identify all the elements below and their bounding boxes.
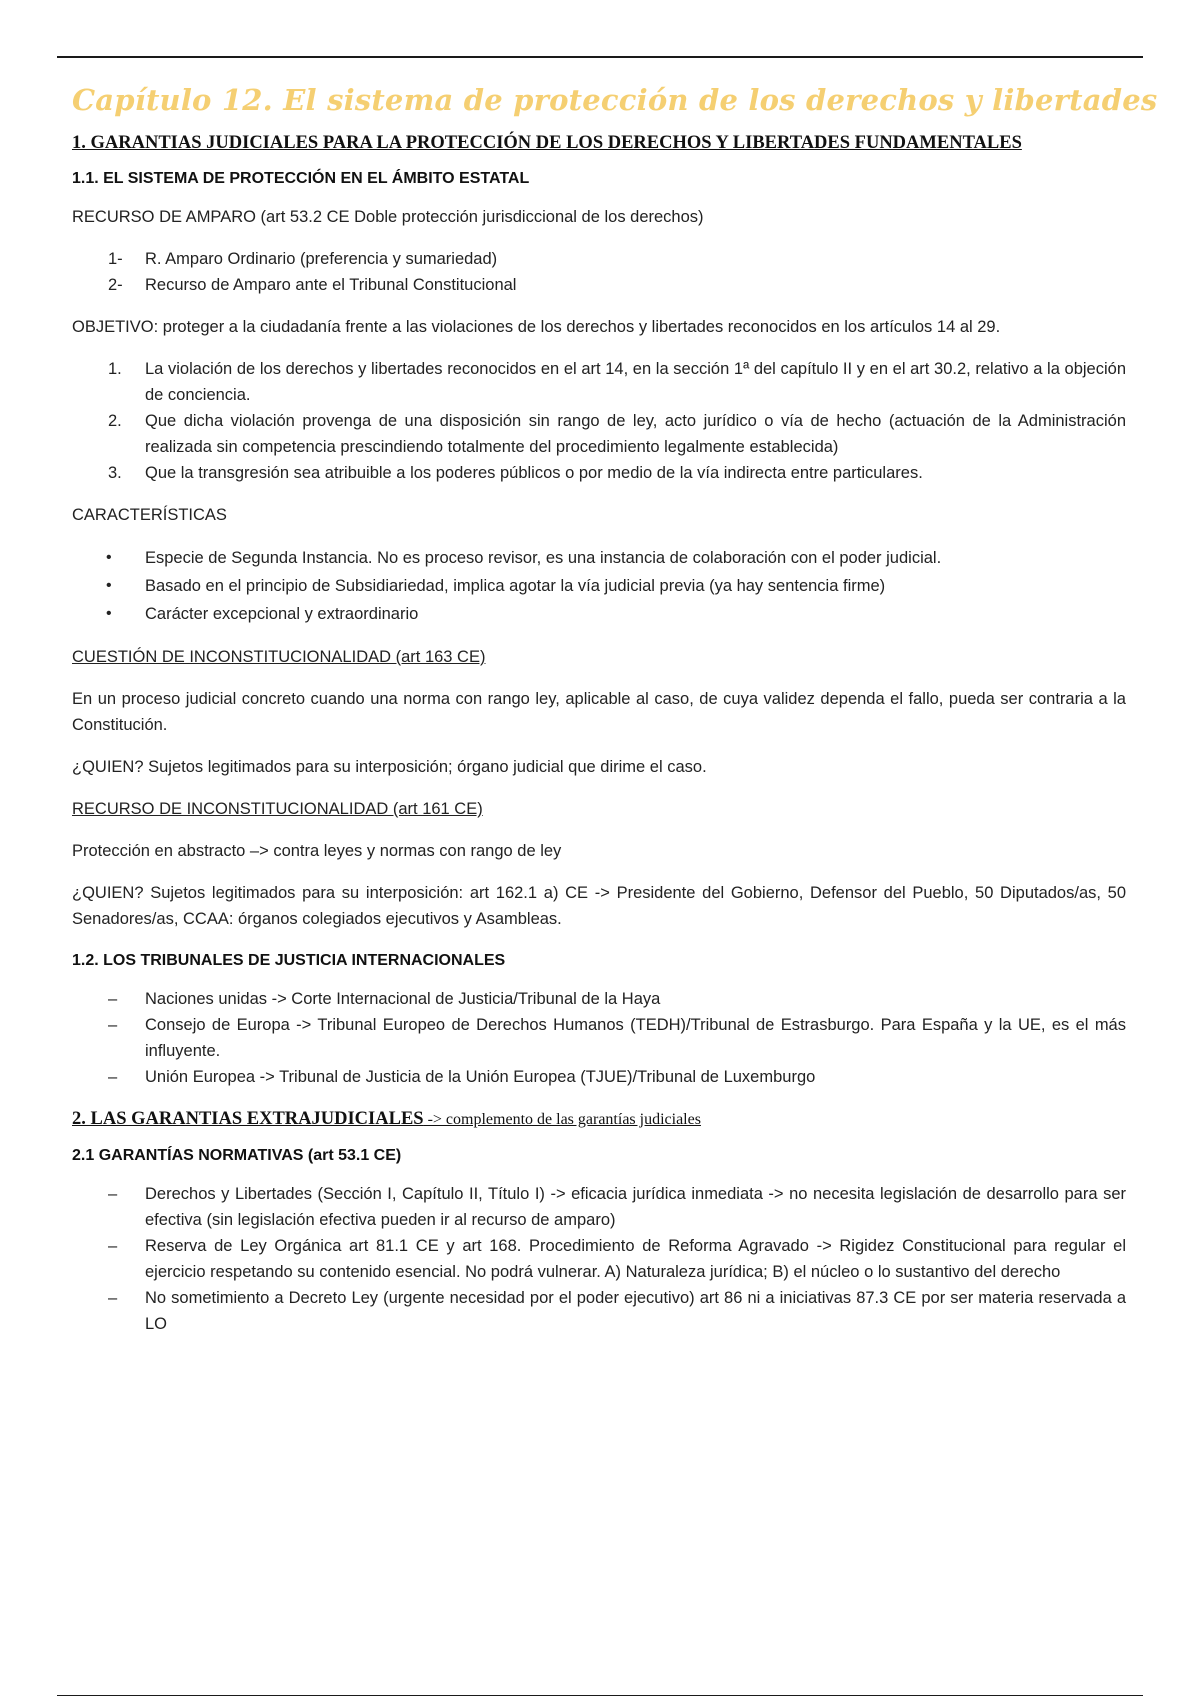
tribunales-list [72,986,1126,1090]
list-item [72,272,1126,298]
list-item [72,600,1126,628]
section-2-heading-tail: -> complemento de las garantías judiciales [423,1111,701,1128]
dash-marker: – [108,1185,118,1203]
list-item-text: Unión Europea -> Tribunal de Justicia de la Unión Europea (TJUE)/Tribunal de Luxemburgo [145,1068,816,1086]
list-item-text: Carácter excepcional y extraordinario [145,605,419,623]
list-item-text: Consejo de Europa -> Tribunal Europeo de Derechos Humanos (TEDH)/Tribunal de Estrasburgo. Para España y la UE, es el más influyente. [145,1016,1126,1060]
list-item [72,408,1126,460]
list-item [72,1233,1126,1285]
recurso-quien: ¿QUIEN? Sujetos legitimados para su interposición: art 162.1 a) CE -> Presidente del Gobierno, Defensor del Pueblo, 50 Diputados/as, 50 Senadores/as, CCAA: órganos colegiados ejecutivos y Asambleas. [72,884,1126,928]
bullet-marker: • [106,605,112,622]
list-item-text: Naciones unidas -> Corte Internacional de Justicia/Tribunal de la Haya [145,990,661,1008]
list-item [72,544,1126,572]
garantias-normativas-list [72,1181,1126,1337]
chapter-title: Capítulo 12. El sistema de protección de los derechos y libertades [72,83,1158,117]
list-item [72,572,1126,600]
bullet-marker: • [106,577,112,594]
cuestion-quien: ¿QUIEN? Sujetos legitimados para su interposición; órgano judicial que dirime el caso. [72,758,707,776]
list-item-text: Basado en el principio de Subsidiariedad, implica agotar la vía judicial previa (ya hay sentencia firme) [145,577,886,595]
recurso-heading: RECURSO DE INCONSTITUCIONALIDAD (art 161 CE) [72,800,483,818]
list-item-text: Que la transgresión sea atribuible a los poderes públicos o por medio de la vía indirecta entre particulares. [145,464,923,482]
section-1-2-heading: 1.2. LOS TRIBUNALES DE JUSTICIA INTERNACIONALES [72,952,506,969]
bottom-rule [57,1695,1143,1696]
list-item [72,1285,1126,1337]
dash-marker: – [108,1289,118,1307]
list-item [72,460,1126,486]
list-marker: 1. [108,360,122,378]
document-page [72,72,1158,1353]
recurso-text: Protección en abstracto –> contra leyes y normas con rango de ley [72,842,562,860]
dash-marker: – [108,1237,118,1255]
list-marker: 1- [108,250,123,268]
objetivo-text: OBJETIVO: proteger a la ciudadanía frente a las violaciones de los derechos y libertades reconocidos en los artículos 14 al 29. [72,318,1001,336]
cuestion-text: En un proceso judicial concreto cuando una norma con rango ley, aplicable al caso, de cuya validez dependa el fallo, pueda ser contraria a la Constitución. [72,690,1126,734]
list-item [72,1181,1126,1233]
section-2-1-heading: 2.1 GARANTÍAS NORMATIVAS (art 53.1 CE) [72,1147,402,1164]
list-item [72,1064,1126,1090]
list-item-text: No sometimiento a Decreto Ley (urgente necesidad por el poder ejecutivo) art 86 ni a iniciativas 87.3 CE por ser materia reservada a LO [145,1289,1126,1333]
cuestion-heading: CUESTIÓN DE INCONSTITUCIONALIDAD (art 163 CE) [72,648,486,666]
list-item-text: Reserva de Ley Orgánica art 81.1 CE y art 168. Procedimiento de Reforma Agravado -> Rigidez Constitucional para regular el ejercicio respetando su contenido esencial. No podrá vulnerar. A) Naturaleza jurídica; B) el núcleo o lo sustantivo del derecho [145,1237,1126,1281]
dash-marker: – [108,990,118,1008]
list-item [72,986,1126,1012]
list-item-text: R. Amparo Ordinario (preferencia y sumariedad) [145,250,498,268]
dash-marker: – [108,1068,118,1086]
section-1-1-heading: 1.1. EL SISTEMA DE PROTECCIÓN EN EL ÁMBITO ESTATAL [72,170,530,187]
list-item [72,1012,1126,1064]
caracteristicas-label: CARACTERÍSTICAS [72,506,227,524]
list-item [72,356,1126,408]
bullet-marker: • [106,549,112,566]
list-item-text: Especie de Segunda Instancia. No es proceso revisor, es una instancia de colaboración con el poder judicial. [145,549,942,567]
list-item [72,246,1126,272]
list-marker: 2- [108,276,123,294]
dash-marker: – [108,1016,118,1034]
top-rule [57,56,1143,58]
list-marker: 2. [108,412,122,430]
section-2-heading-main: 2. LAS GARANTIAS EXTRAJUDICIALES [72,1109,424,1129]
list-item-text: La violación de los derechos y libertades reconocidos en el art 14, en la sección 1ª del capítulo II y en el art 30.2, relativo a la objeción de conciencia. [145,360,1126,404]
requisitos-list [72,356,1126,486]
amparo-intro: RECURSO DE AMPARO (art 53.2 CE Doble protección jurisdiccional de los derechos) [72,208,704,226]
section-1-heading: 1. GARANTIAS JUDICIALES PARA LA PROTECCIÓN DE LOS DERECHOS Y LIBERTADES FUNDAMENTALES [72,133,1022,153]
list-item-text: Que dicha violación provenga de una disposición sin rango de ley, acto jurídico o vía de hecho (actuación de la Administración realizada sin competencia prescindiendo totalmente del procedimiento legalmente establecida) [145,412,1126,456]
section-2-heading [72,1106,1126,1133]
caracteristicas-list [72,544,1126,628]
list-item-text: Recurso de Amparo ante el Tribunal Constitucional [145,276,517,294]
amparo-types-list [72,246,1126,298]
list-item-text: Derechos y Libertades (Sección I, Capítulo II, Título I) -> eficacia jurídica inmediata -> no necesita legislación de desarrollo para ser efectiva (sin legislación efectiva pueden ir al recurso de amparo) [145,1185,1126,1229]
list-marker: 3. [108,464,122,482]
